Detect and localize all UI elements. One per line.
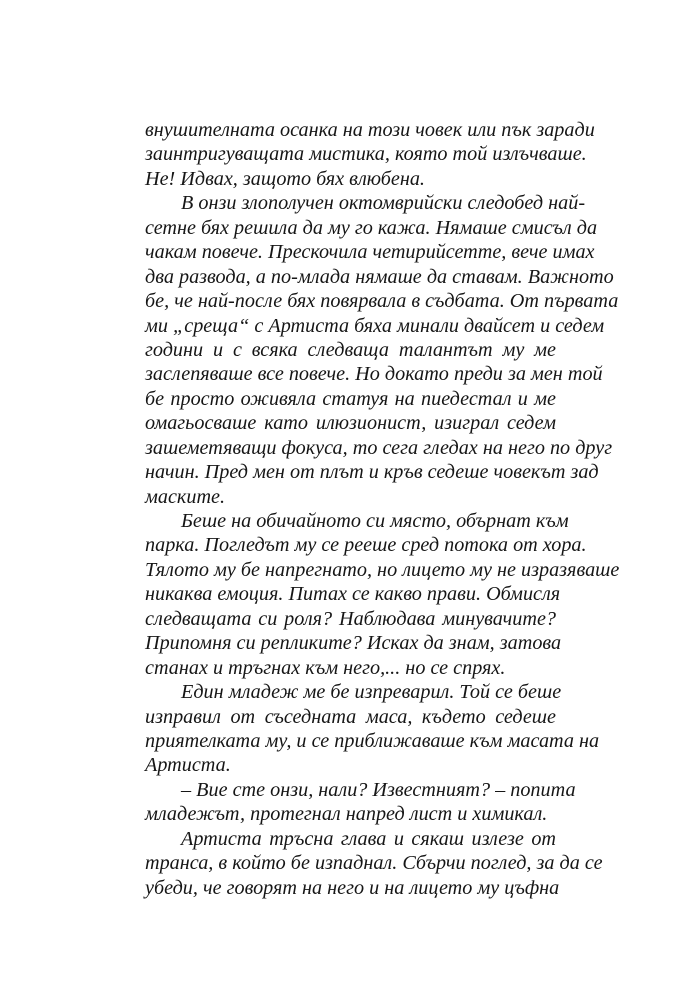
text-line: Артиста тръсна глава и сякаш излезе от bbox=[181, 827, 556, 850]
text-line: заинтригуващата мистика, която той излъчваше. bbox=[145, 143, 587, 166]
text-line: Един младеж ме бе изпреварил. Той се беше bbox=[181, 681, 562, 704]
text-line: никаква емоция. Питах се какво прави. Обмисля bbox=[145, 583, 561, 606]
text-line: ми „среща“ с Артиста бяха минали двайсет и седем bbox=[145, 314, 605, 337]
text-line: начин. Пред мен от плът и кръв седеше човекът зад bbox=[145, 461, 599, 484]
text-line: години и с всяка следваща талантът му ме bbox=[145, 338, 556, 361]
text-line: Тялото му бе напрегнато, но лицето му не изразяваше bbox=[145, 558, 620, 581]
text-line: парка. Погледът му се рееше сред потока от хора. bbox=[145, 534, 587, 557]
text-line: Беше на обичайното си място, обърнат към bbox=[181, 510, 569, 532]
text-line: бе, че най-после бях повярвала в съдбата. От първата bbox=[145, 290, 619, 313]
text-line: изправил от съседната маса, където седеше bbox=[145, 705, 556, 728]
text-line: внушителната осанка на този човек или пък заради bbox=[145, 119, 595, 141]
text-line: убеди, че говорят на него и на лицето му цъфна bbox=[145, 876, 560, 899]
text-line: Не! Идвах, защото бях влюбена. bbox=[145, 167, 425, 190]
text-line: сетне бях решила да му го кажа. Нямаше смисъл да bbox=[145, 216, 598, 239]
text-line: бе просто оживяла статуя на пиедестал и ме bbox=[145, 387, 556, 410]
text-line: транса, в който бе изпаднал. Сбърчи поглед, за да се bbox=[145, 852, 603, 875]
text-line: В онзи злополучен октомврийски следобед най- bbox=[181, 192, 586, 215]
text-line: маските. bbox=[145, 485, 226, 508]
text-line: Припомня си репликите? Исках да знам, затова bbox=[145, 632, 562, 655]
text-line: приятелката му, и се приближаваше към масата на bbox=[145, 729, 600, 752]
text-line: младежът, протегнал напред лист и химикал. bbox=[145, 803, 548, 826]
text-line: заслепяваше все повече. Но докато преди за мен той bbox=[145, 363, 603, 386]
text-line: станах и тръгнах към него,... но се спрях. bbox=[145, 656, 506, 679]
text-line: два развода, а по-млада нямаше да ставам. Важното bbox=[145, 265, 614, 288]
body-text bbox=[145, 118, 620, 900]
text-line: омагьосваше като илюзионист, изиграл седем bbox=[145, 412, 556, 435]
text-line: – Вие сте онзи, нали? Известният? – попита bbox=[181, 778, 576, 801]
text-line: следващата си роля? Наблюдава минувачите? bbox=[145, 607, 556, 630]
text-line: чакам повече. Прескочила четирийсетте, вече имах bbox=[145, 241, 595, 264]
text-line: Артиста. bbox=[145, 754, 231, 777]
text-line: зашеметяващи фокуса, то сега гледах на него по друг bbox=[145, 436, 613, 459]
